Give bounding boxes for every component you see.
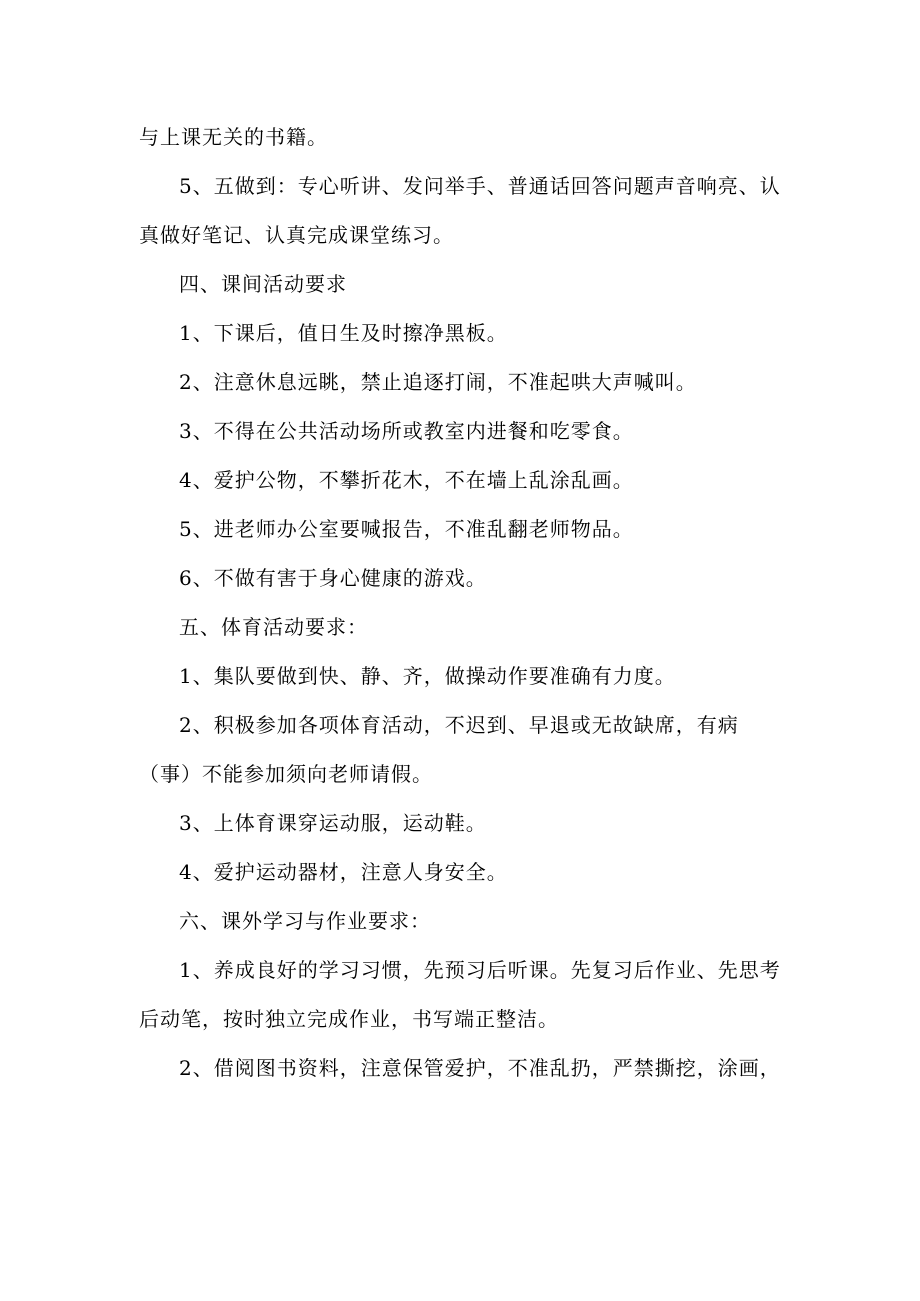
paragraph-6: 3、不得在公共活动场所或教室内进餐和吃零食。 xyxy=(179,419,634,443)
paragraph-7: 4、爱护公物，不攀折花木，不在墙上乱涂乱画。 xyxy=(179,468,634,492)
section-heading-6: 六、课外学习与作业要求： xyxy=(179,909,431,933)
paragraph-14: 4、爱护运动器材，注意人身安全。 xyxy=(179,860,508,884)
paragraph-17: 2、借阅图书资料，注意保管爱护，不准乱扔，严禁撕挖，涂画， xyxy=(179,1056,781,1080)
paragraph-5: 2、注意休息远眺，禁止追逐打闹，不准起哄大声喊叫。 xyxy=(179,370,697,394)
paragraph-13: 3、上体育课穿运动服，运动鞋。 xyxy=(179,811,487,835)
paragraph-16: 1、养成良好的学习习惯，先预习后听课。先复习后作业、先思考后动笔，按时独立完成作业，书写端正整洁。 xyxy=(139,958,781,1031)
paragraph-9: 6、不做有害于身心健康的游戏。 xyxy=(179,566,487,590)
paragraph-1: 与上课无关的书籍。 xyxy=(139,125,328,149)
document-body xyxy=(139,113,789,1093)
paragraph-2: 5、五做到：专心听讲、发问举手、普通话回答问题声音响亮、认真做好笔记、认真完成课堂练习。 xyxy=(139,174,781,247)
section-heading-4: 四、课间活动要求 xyxy=(179,272,347,296)
paragraph-4: 1、下课后，值日生及时擦净黑板。 xyxy=(179,321,508,345)
section-heading-5: 五、体育活动要求： xyxy=(179,615,368,639)
paragraph-11: 1、集队要做到快、静、齐，做操动作要准确有力度。 xyxy=(179,664,676,688)
paragraph-12: 2、积极参加各项体育活动，不迟到、早退或无故缺席，有病（事）不能参加须向老师请假。 xyxy=(139,713,739,786)
paragraph-8: 5、进老师办公室要喊报告，不准乱翻老师物品。 xyxy=(179,517,634,541)
